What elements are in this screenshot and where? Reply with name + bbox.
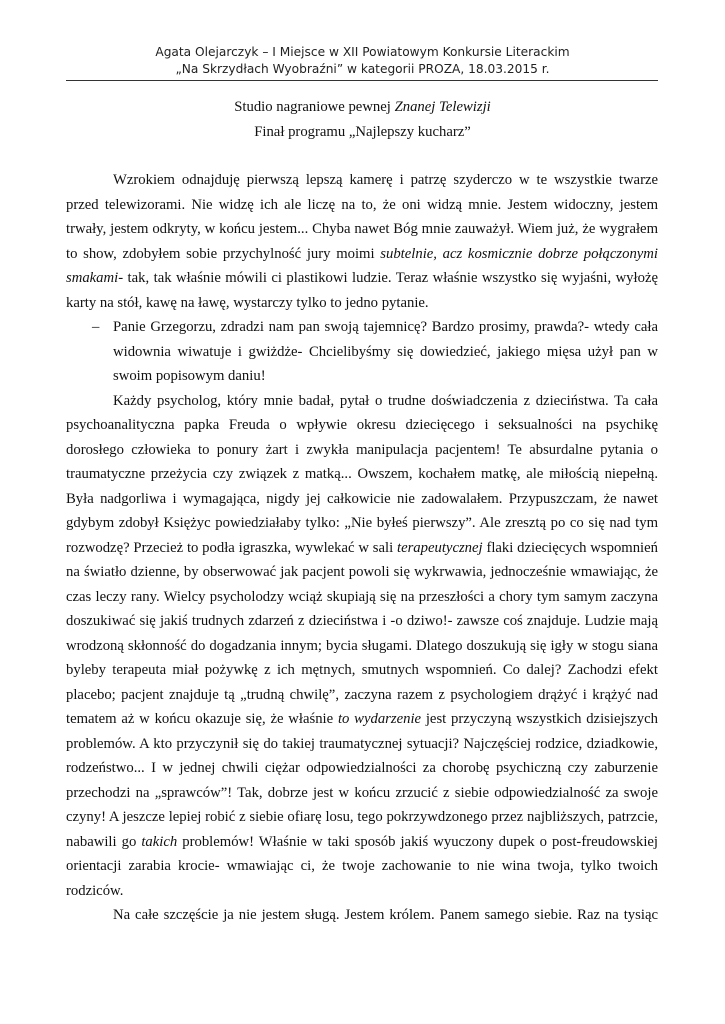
paragraph-2-text-b: flaki dziecięcych wspomnień na światło dzienne, by obserwować jak pacjent powoli się wykrwawia, jednocześnie wmawiając, że czas leczy rany. Wielcy psycholodzy wciąż skupiają się na przeszłości a chory tym samym zaczyna doszukiwać się jakiś trudnych zdarzeń z dzieciństwa i -o dziwo!- zawsze coś znajduje. Ludzie mają wrodzoną skłonność do dogadzania innym; bycia sługami. Dlatego doszukują się igły w stogu siana byleby terapeuta miał pożywkę z ich mętnych, smutnych wspomnień. Co dalej? Zachodzi efekt placebo; pacjent znajduje tą „trudną chwilę”, zaczyna razem z psychologiem drążyć i krążyć nad tematem aż w końcu okazuje się, że właśnie xyxy=(66,539,658,727)
dialogue-text: Panie Grzegorzu, zdradzi nam pan swoją tajemnicę? Bardzo prosimy, prawda?- wtedy cała widownia wiwatuje i gwiżdże- Chcielibyśmy się dowiedzieć, jakiego mięsa użył pan w swoim popisowym daniu! xyxy=(113,319,658,384)
paragraph-2-italic-b: to wydarzenie xyxy=(337,711,422,727)
paragraph-2-text-d: problemów! Właśnie w taki sposób jakiś wyuczony dupek o post-freudowskiej orientacji zarabia krocie- wmawiając ci, że twoje zachowanie to nie wina twoja, tylko twoich rodziców. xyxy=(66,833,658,899)
dialogue-dash: – xyxy=(92,319,100,335)
paragraph-3: Na całe szczęście ja nie jestem sługą. Jestem królem. Panem samego siebie. Raz na tysiąc xyxy=(113,907,658,923)
scene-title-text: Studio nagraniowe pewnej xyxy=(234,99,395,115)
scene-title-italic: Znanej Telewizji xyxy=(394,99,491,115)
paragraph-1-text-b: tak, tak właśnie mówili ci plastikowi ludzie. Teraz właśnie wszystko się wyjaśni, wyłożę karty na stół, kawę na ławę, wystarczy tylko to jedno pytanie. xyxy=(66,270,658,311)
paragraph-2-text-a: Każdy psycholog, który mnie badał, pytał o trudne doświadczenia z dzieciństwa. Ta cała psychoanalityczna papka Freuda o wpływie okresu dziecięcego i seksualności na psychikę dorosłego człowieka to ponury żart i zwykła manipulacja pacjentem! Te absurdalne pytania o traumatyczne przeżycia czy związek z matką... Owszem, kochałem matkę, ale miłością niepełną. Była nadgorliwa i wymagająca, nigdy jej całkowicie nie zadowalałem. Przypuszczam, że nawet gdybym zdobył Księżyc powiedziałaby tylko: „Nie byłeś pierwszy”. Ale zresztą po co się nad tym rozwodzę? Przecież to podła igraszka, wywlekać w sali xyxy=(66,392,658,556)
header-line-2: „Na Skrzydłach Wyobraźni” w kategorii PROZA, 18.03.2015 r. xyxy=(175,62,550,76)
paragraph-2-italic-a: terapeutycznej xyxy=(396,539,483,556)
paragraph-2 xyxy=(66,389,658,904)
page-header xyxy=(0,44,725,78)
header-line-1: Agata Olejarczyk – I Miejsce w XII Powiatowym Konkursie Literackim xyxy=(155,45,570,59)
dialogue-line xyxy=(66,315,658,389)
paragraph-1-italic: subtelnie, acz kosmicznie dobrze połączonymi smakami- xyxy=(66,245,658,286)
header-divider xyxy=(66,80,658,81)
paragraph-1-text-a: Wzrokiem odnajduję pierwszą lepszą kamerę i patrzę szyderczo w te wszystkie twarze przed telewizorami. Nie widzę ich ale liczę na to, że oni widzą mnie. Jestem widoczny, jestem trwały, jestem odkryty, w końcu jestem... Chyba nawet Bóg mnie zauważył. Wiem już, że wygrałem to show, zdobyłem sobie przychylność jury moimi xyxy=(66,172,658,262)
paragraph-2-text-c: jest przyczyną wszystkich dzisiejszych problemów. A kto przyczynił się do takiej traumatycznej sytuacji? Najczęściej rodzice, dziadkowie, rodzeństwo... I w jednej chwili ciężar odpowiedzialności za chorobę psychiczną czy zaburzenie przechodzi na „sprawców”! Tak, dobrze jest w końcu zrzucić z siebie odpowiedzialność za swoje czyny! A jeszcze lepiej robić z siebie ofiarę losu, tego pokrzywdzonego przez najbliższych, patrzcie, nabawili go xyxy=(66,711,658,850)
scene-title xyxy=(0,95,725,120)
story-body xyxy=(66,168,658,928)
paragraph-1 xyxy=(66,168,658,315)
paragraph-2-italic-c: takich xyxy=(141,833,178,850)
scene-subtitle: Finał programu „Najlepszy kucharz” xyxy=(254,124,471,140)
story-titles xyxy=(0,95,725,145)
